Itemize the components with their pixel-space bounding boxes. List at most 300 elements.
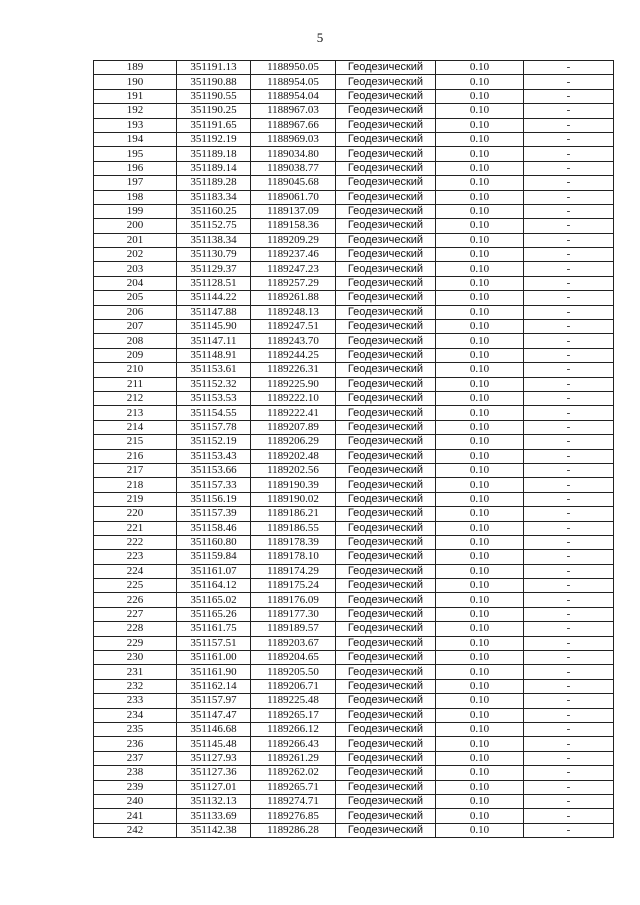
- accuracy-cell: 0.10: [436, 492, 524, 506]
- note-cell: -: [524, 132, 614, 146]
- method-cell: Геодезический: [336, 233, 436, 247]
- method-cell: Геодезический: [336, 766, 436, 780]
- method-cell: Геодезический: [336, 751, 436, 765]
- y-coordinate-cell: 1189222.10: [251, 391, 336, 405]
- y-coordinate-cell: 1189038.77: [251, 161, 336, 175]
- x-coordinate-cell: 351152.75: [177, 219, 251, 233]
- note-cell: -: [524, 363, 614, 377]
- point-number-cell: 200: [94, 219, 177, 233]
- point-number-cell: 194: [94, 132, 177, 146]
- note-cell: -: [524, 147, 614, 161]
- table-row: [94, 593, 614, 607]
- x-coordinate-cell: 351130.79: [177, 248, 251, 262]
- table-row: [94, 348, 614, 362]
- x-coordinate-cell: 351153.61: [177, 363, 251, 377]
- accuracy-cell: 0.10: [436, 406, 524, 420]
- y-coordinate-cell: 1189276.85: [251, 809, 336, 823]
- method-cell: Геодезический: [336, 564, 436, 578]
- note-cell: -: [524, 492, 614, 506]
- point-number-cell: 242: [94, 823, 177, 837]
- accuracy-cell: 0.10: [436, 219, 524, 233]
- point-number-cell: 223: [94, 550, 177, 564]
- y-coordinate-cell: 1189175.24: [251, 579, 336, 593]
- x-coordinate-cell: 351144.22: [177, 291, 251, 305]
- table-row: [94, 694, 614, 708]
- table-row: [94, 535, 614, 549]
- note-cell: -: [524, 161, 614, 175]
- method-cell: Геодезический: [336, 607, 436, 621]
- point-number-cell: 230: [94, 651, 177, 665]
- note-cell: -: [524, 204, 614, 218]
- point-number-cell: 191: [94, 89, 177, 103]
- x-coordinate-cell: 351129.37: [177, 262, 251, 276]
- y-coordinate-cell: 1189225.90: [251, 377, 336, 391]
- y-coordinate-cell: 1189206.71: [251, 679, 336, 693]
- method-cell: Геодезический: [336, 348, 436, 362]
- table-row: [94, 320, 614, 334]
- accuracy-cell: 0.10: [436, 204, 524, 218]
- note-cell: -: [524, 550, 614, 564]
- accuracy-cell: 0.10: [436, 766, 524, 780]
- point-number-cell: 205: [94, 291, 177, 305]
- x-coordinate-cell: 351145.90: [177, 320, 251, 334]
- coordinates-table: [93, 60, 614, 838]
- point-number-cell: 202: [94, 248, 177, 262]
- method-cell: Геодезический: [336, 89, 436, 103]
- method-cell: Геодезический: [336, 406, 436, 420]
- x-coordinate-cell: 351157.78: [177, 420, 251, 434]
- point-number-cell: 190: [94, 75, 177, 89]
- point-number-cell: 218: [94, 478, 177, 492]
- x-coordinate-cell: 351161.75: [177, 622, 251, 636]
- method-cell: Геодезический: [336, 204, 436, 218]
- x-coordinate-cell: 351189.14: [177, 161, 251, 175]
- table-row: [94, 363, 614, 377]
- point-number-cell: 227: [94, 607, 177, 621]
- accuracy-cell: 0.10: [436, 248, 524, 262]
- x-coordinate-cell: 351152.32: [177, 377, 251, 391]
- note-cell: -: [524, 679, 614, 693]
- point-number-cell: 241: [94, 809, 177, 823]
- table-row: [94, 89, 614, 103]
- table-row: [94, 305, 614, 319]
- point-number-cell: 199: [94, 204, 177, 218]
- y-coordinate-cell: 1189190.02: [251, 492, 336, 506]
- y-coordinate-cell: 1189176.09: [251, 593, 336, 607]
- note-cell: -: [524, 61, 614, 75]
- table-row: [94, 679, 614, 693]
- note-cell: -: [524, 564, 614, 578]
- y-coordinate-cell: 1189186.21: [251, 507, 336, 521]
- x-coordinate-cell: 351183.34: [177, 190, 251, 204]
- method-cell: Геодезический: [336, 492, 436, 506]
- table-row: [94, 636, 614, 650]
- point-number-cell: 198: [94, 190, 177, 204]
- x-coordinate-cell: 351192.19: [177, 132, 251, 146]
- accuracy-cell: 0.10: [436, 363, 524, 377]
- y-coordinate-cell: 1189061.70: [251, 190, 336, 204]
- table-row: [94, 118, 614, 132]
- y-coordinate-cell: 1189266.12: [251, 722, 336, 736]
- method-cell: Геодезический: [336, 161, 436, 175]
- y-coordinate-cell: 1189262.02: [251, 766, 336, 780]
- table-row: [94, 104, 614, 118]
- point-number-cell: 193: [94, 118, 177, 132]
- accuracy-cell: 0.10: [436, 61, 524, 75]
- y-coordinate-cell: 1189178.39: [251, 535, 336, 549]
- point-number-cell: 226: [94, 593, 177, 607]
- x-coordinate-cell: 351164.12: [177, 579, 251, 593]
- x-coordinate-cell: 351153.66: [177, 463, 251, 477]
- accuracy-cell: 0.10: [436, 348, 524, 362]
- note-cell: -: [524, 579, 614, 593]
- note-cell: -: [524, 535, 614, 549]
- accuracy-cell: 0.10: [436, 607, 524, 621]
- y-coordinate-cell: 1189226.31: [251, 363, 336, 377]
- x-coordinate-cell: 351158.46: [177, 521, 251, 535]
- method-cell: Геодезический: [336, 737, 436, 751]
- accuracy-cell: 0.10: [436, 636, 524, 650]
- method-cell: Геодезический: [336, 708, 436, 722]
- x-coordinate-cell: 351153.53: [177, 391, 251, 405]
- accuracy-cell: 0.10: [436, 579, 524, 593]
- table-row: [94, 132, 614, 146]
- table-row: [94, 435, 614, 449]
- note-cell: -: [524, 507, 614, 521]
- method-cell: Геодезический: [336, 377, 436, 391]
- coordinates-table-body: [94, 61, 614, 838]
- table-row: [94, 794, 614, 808]
- method-cell: Геодезический: [336, 248, 436, 262]
- y-coordinate-cell: 1189257.29: [251, 276, 336, 290]
- point-number-cell: 206: [94, 305, 177, 319]
- method-cell: Геодезический: [336, 463, 436, 477]
- y-coordinate-cell: 1189177.30: [251, 607, 336, 621]
- point-number-cell: 196: [94, 161, 177, 175]
- point-number-cell: 209: [94, 348, 177, 362]
- table-row: [94, 420, 614, 434]
- accuracy-cell: 0.10: [436, 794, 524, 808]
- note-cell: -: [524, 521, 614, 535]
- method-cell: Геодезический: [336, 391, 436, 405]
- note-cell: -: [524, 276, 614, 290]
- note-cell: -: [524, 291, 614, 305]
- point-number-cell: 220: [94, 507, 177, 521]
- table-row: [94, 377, 614, 391]
- x-coordinate-cell: 351159.84: [177, 550, 251, 564]
- accuracy-cell: 0.10: [436, 478, 524, 492]
- method-cell: Геодезический: [336, 147, 436, 161]
- table-row: [94, 665, 614, 679]
- x-coordinate-cell: 351133.69: [177, 809, 251, 823]
- note-cell: -: [524, 89, 614, 103]
- accuracy-cell: 0.10: [436, 823, 524, 837]
- table-row: [94, 823, 614, 837]
- accuracy-cell: 0.10: [436, 622, 524, 636]
- accuracy-cell: 0.10: [436, 132, 524, 146]
- note-cell: -: [524, 607, 614, 621]
- note-cell: -: [524, 463, 614, 477]
- method-cell: Геодезический: [336, 823, 436, 837]
- table-row: [94, 190, 614, 204]
- x-coordinate-cell: 351127.93: [177, 751, 251, 765]
- x-coordinate-cell: 351147.11: [177, 334, 251, 348]
- x-coordinate-cell: 351157.39: [177, 507, 251, 521]
- x-coordinate-cell: 351160.80: [177, 535, 251, 549]
- point-number-cell: 197: [94, 176, 177, 190]
- note-cell: -: [524, 478, 614, 492]
- x-coordinate-cell: 351156.19: [177, 492, 251, 506]
- accuracy-cell: 0.10: [436, 104, 524, 118]
- method-cell: Геодезический: [336, 521, 436, 535]
- note-cell: -: [524, 708, 614, 722]
- note-cell: -: [524, 636, 614, 650]
- table-row: [94, 579, 614, 593]
- table-row: [94, 147, 614, 161]
- y-coordinate-cell: 1189248.13: [251, 305, 336, 319]
- y-coordinate-cell: 1189207.89: [251, 420, 336, 434]
- page-number: 5: [316, 30, 324, 45]
- x-coordinate-cell: 351148.91: [177, 348, 251, 362]
- method-cell: Геодезический: [336, 118, 436, 132]
- y-coordinate-cell: 1189190.39: [251, 478, 336, 492]
- method-cell: Геодезический: [336, 334, 436, 348]
- table-row: [94, 622, 614, 636]
- method-cell: Геодезический: [336, 679, 436, 693]
- note-cell: -: [524, 348, 614, 362]
- point-number-cell: 215: [94, 435, 177, 449]
- x-coordinate-cell: 351147.88: [177, 305, 251, 319]
- x-coordinate-cell: 351190.55: [177, 89, 251, 103]
- table-row: [94, 276, 614, 290]
- accuracy-cell: 0.10: [436, 276, 524, 290]
- table-row: [94, 406, 614, 420]
- accuracy-cell: 0.10: [436, 334, 524, 348]
- y-coordinate-cell: 1189286.28: [251, 823, 336, 837]
- point-number-cell: 195: [94, 147, 177, 161]
- point-number-cell: 210: [94, 363, 177, 377]
- accuracy-cell: 0.10: [436, 550, 524, 564]
- x-coordinate-cell: 351191.13: [177, 61, 251, 75]
- accuracy-cell: 0.10: [436, 708, 524, 722]
- x-coordinate-cell: 351160.25: [177, 204, 251, 218]
- x-coordinate-cell: 351157.51: [177, 636, 251, 650]
- method-cell: Геодезический: [336, 276, 436, 290]
- accuracy-cell: 0.10: [436, 521, 524, 535]
- x-coordinate-cell: 351161.00: [177, 651, 251, 665]
- accuracy-cell: 0.10: [436, 176, 524, 190]
- accuracy-cell: 0.10: [436, 118, 524, 132]
- method-cell: Геодезический: [336, 320, 436, 334]
- accuracy-cell: 0.10: [436, 507, 524, 521]
- method-cell: Геодезический: [336, 291, 436, 305]
- x-coordinate-cell: 351162.14: [177, 679, 251, 693]
- x-coordinate-cell: 351152.19: [177, 435, 251, 449]
- note-cell: -: [524, 75, 614, 89]
- table-row: [94, 478, 614, 492]
- point-number-cell: 192: [94, 104, 177, 118]
- point-number-cell: 233: [94, 694, 177, 708]
- method-cell: Геодезический: [336, 636, 436, 650]
- x-coordinate-cell: 351161.90: [177, 665, 251, 679]
- accuracy-cell: 0.10: [436, 147, 524, 161]
- accuracy-cell: 0.10: [436, 75, 524, 89]
- note-cell: -: [524, 593, 614, 607]
- method-cell: Геодезический: [336, 305, 436, 319]
- point-number-cell: 212: [94, 391, 177, 405]
- note-cell: -: [524, 118, 614, 132]
- y-coordinate-cell: 1188950.05: [251, 61, 336, 75]
- accuracy-cell: 0.10: [436, 679, 524, 693]
- point-number-cell: 238: [94, 766, 177, 780]
- accuracy-cell: 0.10: [436, 593, 524, 607]
- point-number-cell: 204: [94, 276, 177, 290]
- accuracy-cell: 0.10: [436, 161, 524, 175]
- y-coordinate-cell: 1189237.46: [251, 248, 336, 262]
- y-coordinate-cell: 1189178.10: [251, 550, 336, 564]
- table-row: [94, 262, 614, 276]
- method-cell: Геодезический: [336, 694, 436, 708]
- accuracy-cell: 0.10: [436, 722, 524, 736]
- accuracy-cell: 0.10: [436, 564, 524, 578]
- table-row: [94, 291, 614, 305]
- accuracy-cell: 0.10: [436, 651, 524, 665]
- y-coordinate-cell: 1188954.04: [251, 89, 336, 103]
- note-cell: -: [524, 391, 614, 405]
- method-cell: Геодезический: [336, 262, 436, 276]
- method-cell: Геодезический: [336, 809, 436, 823]
- note-cell: -: [524, 823, 614, 837]
- table-row: [94, 391, 614, 405]
- y-coordinate-cell: 1189189.57: [251, 622, 336, 636]
- table-row: [94, 564, 614, 578]
- method-cell: Геодезический: [336, 622, 436, 636]
- note-cell: -: [524, 305, 614, 319]
- y-coordinate-cell: 1189203.67: [251, 636, 336, 650]
- point-number-cell: 217: [94, 463, 177, 477]
- x-coordinate-cell: 351189.18: [177, 147, 251, 161]
- note-cell: -: [524, 449, 614, 463]
- method-cell: Геодезический: [336, 363, 436, 377]
- note-cell: -: [524, 190, 614, 204]
- method-cell: Геодезический: [336, 132, 436, 146]
- note-cell: -: [524, 694, 614, 708]
- note-cell: -: [524, 722, 614, 736]
- y-coordinate-cell: 1189045.68: [251, 176, 336, 190]
- note-cell: -: [524, 651, 614, 665]
- method-cell: Геодезический: [336, 449, 436, 463]
- y-coordinate-cell: 1189261.29: [251, 751, 336, 765]
- method-cell: Геодезический: [336, 478, 436, 492]
- note-cell: -: [524, 809, 614, 823]
- point-number-cell: 232: [94, 679, 177, 693]
- x-coordinate-cell: 351153.43: [177, 449, 251, 463]
- table-row: [94, 722, 614, 736]
- accuracy-cell: 0.10: [436, 751, 524, 765]
- method-cell: Геодезический: [336, 190, 436, 204]
- method-cell: Геодезический: [336, 75, 436, 89]
- x-coordinate-cell: 351190.25: [177, 104, 251, 118]
- x-coordinate-cell: 351157.33: [177, 478, 251, 492]
- point-number-cell: 236: [94, 737, 177, 751]
- accuracy-cell: 0.10: [436, 809, 524, 823]
- point-number-cell: 189: [94, 61, 177, 75]
- y-coordinate-cell: 1188967.66: [251, 118, 336, 132]
- point-number-cell: 239: [94, 780, 177, 794]
- point-number-cell: 219: [94, 492, 177, 506]
- point-number-cell: 214: [94, 420, 177, 434]
- accuracy-cell: 0.10: [436, 233, 524, 247]
- method-cell: Геодезический: [336, 651, 436, 665]
- x-coordinate-cell: 351127.01: [177, 780, 251, 794]
- table-row: [94, 161, 614, 175]
- y-coordinate-cell: 1189244.25: [251, 348, 336, 362]
- point-number-cell: 207: [94, 320, 177, 334]
- note-cell: -: [524, 794, 614, 808]
- accuracy-cell: 0.10: [436, 377, 524, 391]
- accuracy-cell: 0.10: [436, 391, 524, 405]
- note-cell: -: [524, 104, 614, 118]
- table-row: [94, 204, 614, 218]
- y-coordinate-cell: 1189202.48: [251, 449, 336, 463]
- accuracy-cell: 0.10: [436, 262, 524, 276]
- x-coordinate-cell: 351157.97: [177, 694, 251, 708]
- table-row: [94, 449, 614, 463]
- method-cell: Геодезический: [336, 219, 436, 233]
- y-coordinate-cell: 1189205.50: [251, 665, 336, 679]
- x-coordinate-cell: 351165.02: [177, 593, 251, 607]
- method-cell: Геодезический: [336, 104, 436, 118]
- point-number-cell: 216: [94, 449, 177, 463]
- y-coordinate-cell: 1189247.23: [251, 262, 336, 276]
- accuracy-cell: 0.10: [436, 449, 524, 463]
- point-number-cell: 234: [94, 708, 177, 722]
- y-coordinate-cell: 1189274.71: [251, 794, 336, 808]
- x-coordinate-cell: 351145.48: [177, 737, 251, 751]
- accuracy-cell: 0.10: [436, 737, 524, 751]
- note-cell: -: [524, 780, 614, 794]
- y-coordinate-cell: 1189204.65: [251, 651, 336, 665]
- y-coordinate-cell: 1189265.71: [251, 780, 336, 794]
- y-coordinate-cell: 1189243.70: [251, 334, 336, 348]
- table-row: [94, 780, 614, 794]
- note-cell: -: [524, 420, 614, 434]
- method-cell: Геодезический: [336, 435, 436, 449]
- accuracy-cell: 0.10: [436, 291, 524, 305]
- point-number-cell: 237: [94, 751, 177, 765]
- note-cell: -: [524, 233, 614, 247]
- note-cell: -: [524, 766, 614, 780]
- point-number-cell: 240: [94, 794, 177, 808]
- accuracy-cell: 0.10: [436, 665, 524, 679]
- x-coordinate-cell: 351127.36: [177, 766, 251, 780]
- accuracy-cell: 0.10: [436, 190, 524, 204]
- method-cell: Геодезический: [336, 61, 436, 75]
- x-coordinate-cell: 351142.38: [177, 823, 251, 837]
- note-cell: -: [524, 320, 614, 334]
- x-coordinate-cell: 351161.07: [177, 564, 251, 578]
- y-coordinate-cell: 1189222.41: [251, 406, 336, 420]
- accuracy-cell: 0.10: [436, 535, 524, 549]
- x-coordinate-cell: 351147.47: [177, 708, 251, 722]
- method-cell: Геодезический: [336, 665, 436, 679]
- note-cell: -: [524, 737, 614, 751]
- x-coordinate-cell: 351138.34: [177, 233, 251, 247]
- y-coordinate-cell: 1189174.29: [251, 564, 336, 578]
- point-number-cell: 225: [94, 579, 177, 593]
- table-row: [94, 809, 614, 823]
- table-row: [94, 651, 614, 665]
